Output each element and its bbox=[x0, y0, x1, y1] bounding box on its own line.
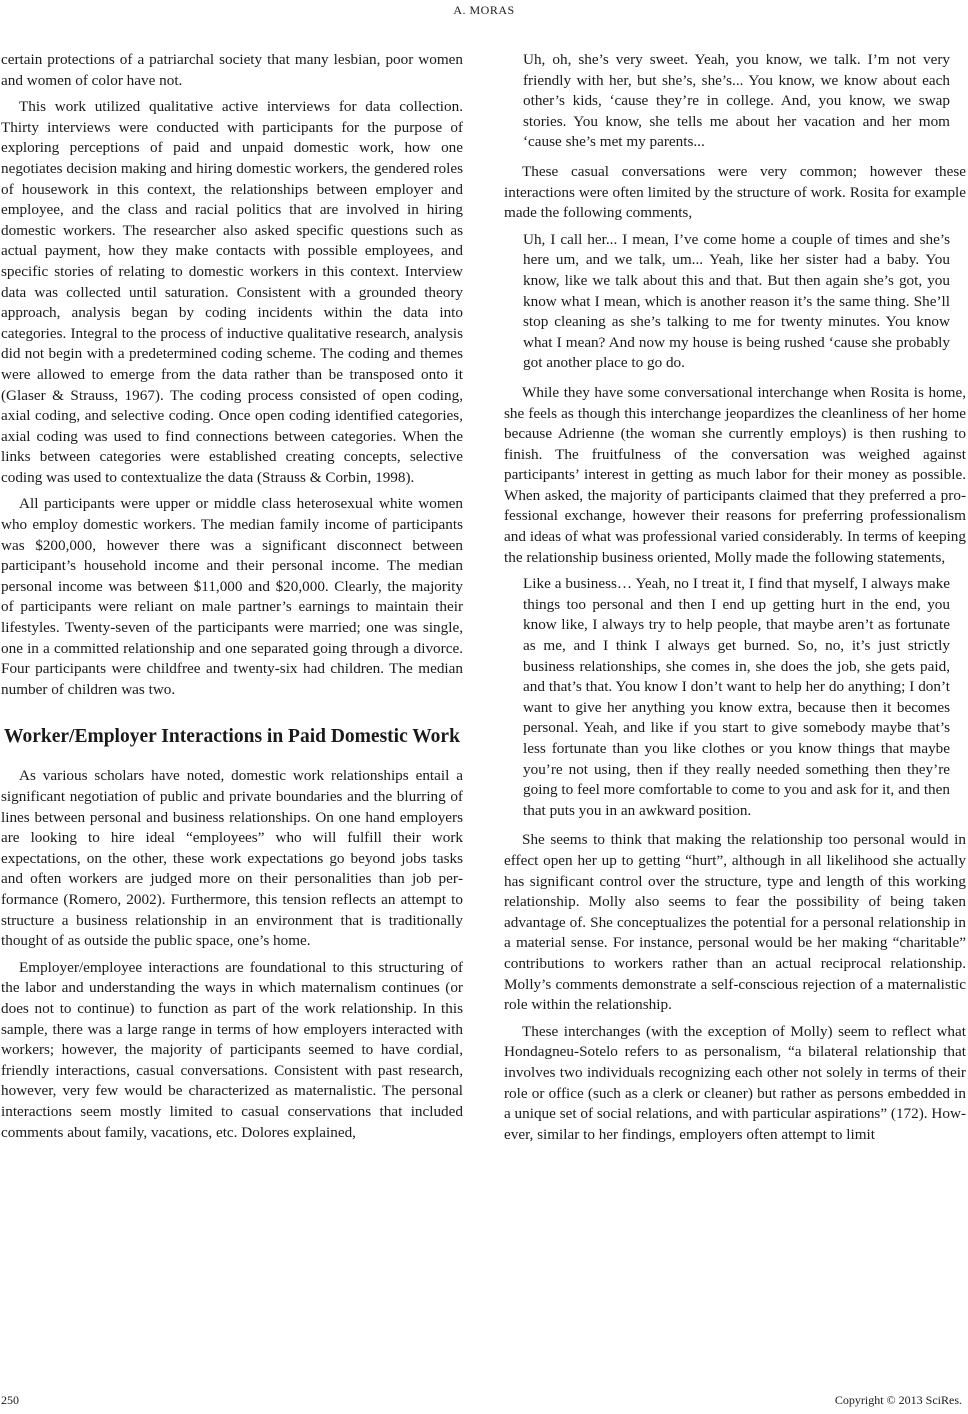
paragraph: These interchanges (with the exception of Molly) seem to reflect what Hondagneu-Sotelo refers to as personalism, “a bilateral relationship that involves two individuals recognizing each other not solely in terms of their role or office (such as a clerk or cleaner) but rather as persons embedded in a unique set of social relations, and with particular aspirations” (172). However, similar to her findings, employers often attempt to limit bbox=[504, 1022, 966, 1143]
paragraph: This work utilized qualitative active interviews for data collection. Thirty interviews were conducted with participants for the purpose of exploring perceptions of paid and unpaid domestic work, how one negotiates decision making and hiring domestic workers, the gendered roles of housework in this context, the relationships between employer and employee, and the class and racial politics that are involved in hiring domestic workers. The researcher also asked specific questions such as actual payment, how they make contacts with possible employees, and specific stories of relating to domestic workers in this context. Interview data was collected until saturation. Consistent with a grounded theory approach, analysis began by coding incidents within the data into categories. Integral to the process of inductive qualitative research, analysis did not begin with a predetermined coding scheme. The coding and themes were allowed to emerge from the data rather than be transposed onto it (Glaser & Strauss, 1967). The coding process consisted of open coding, axial coding, and selective coding. Once open coding identified categories, axial coding was used to find connections between categories. When the links between categories were established creating concepts, selective coding was used to contextualize the data (Strauss & Corbin, 1998). bbox=[1, 98, 463, 486]
quote-text: Like a business… Yeah, no I treat it, I find that myself, I always make things too personal and then I end up getting hurt in the end, you know like, I always try to help people, that maybe aren’t as fortunate as me, and I think I always get burned. So, no, it’s just strictly business relationships, she comes in, she does the job, she gets paid, and that’s that. You know I don’t want to help her do anything; I don’t want to give her anything you know extra, because then it becomes personal. Yeah, and like if you start to give somebody maybe that’s less fortunate than you like clothes or you know things that maybe you’re not using, then if they really needed something then they’re going to feel more comfortable to come to you and ask for it, and then that puts you in an awkward position. bbox=[523, 575, 950, 819]
block-quote bbox=[504, 574, 966, 821]
running-header: A. MORAS bbox=[453, 3, 515, 17]
quote-text: Uh, I call her... I mean, I’ve come home a couple of times and she’s here um, and we talk, um... Yeah, like her sister had a baby. You know, like we talk about this and that. But then again she’s got, you know what I mean, which is another reason it’s the same thing. She’ll stop cleaning as she’s talking to me for twenty minutes. You know what I mean? And now my house is being rushed ‘cause she probably got another place to go do. bbox=[523, 230, 950, 372]
paragraph: All participants were upper or middle class heterosexual white women who employ domestic workers. The median family income of participants was $200,000, however there was a significant disconnect between participant’s household income and their personal income. The median personal income was between $11,000 and $20,000. Clearly, the majority of participants were reliant on male partner’s earnings to maintain their lifestyles. Twenty-seven of the participants were married; one was single, one in a committed relationship and one separated going through a divorce. Four participants were childfree and twenty-six had children. The median number of children was two. bbox=[1, 495, 463, 698]
left-column bbox=[1, 50, 463, 1149]
paragraph: These casual conversations were very common; however these interactions were often limited by the structure of work. Rosita for example made the following comments, bbox=[504, 162, 966, 222]
paragraph: Employer/employee interactions are foundational to this structuring of the labor and understanding the ways in which maternalism continues (or does not to continue) to function as part of the work relationship. In this sample, there was a large range in terms of how employers interacted with workers; however, the majority of participants seemed to have cordial, friendly interactions, casual conversations. Consistent with past research, however, very few would be characterized as maternalistic. The personal interactions seem mostly limited to casual conservations that included comments about family, vacations, etc. Dolores explained, bbox=[1, 958, 463, 1141]
paragraph: While they have some conversational interchange when Rosita is home, she feels as though this interchange jeopardizes the cleanliness of her home because Adrienne (the woman she currently employs) is then rushing to finish. The fruitfulness of the conversation was weighed against participants’ interest in getting as much labor for their money as possible. When asked, the majority of participants claimed that they preferred a professional exchange, however their reasons for preferring professionalism and ideas of what was professional varied considerably. In terms of keeping the relationship business oriented, Molly made the following statements, bbox=[504, 383, 966, 566]
copyright-notice: Copyright © 2013 SciRes. bbox=[834, 1393, 962, 1407]
section-heading: Worker/Employer Interactions in Paid Domestic Work bbox=[4, 726, 460, 748]
quote-text: Uh, oh, she’s very sweet. Yeah, you know, we talk. I’m not very friendly with her, but she’s, she’s... You know, we know about each other’s kids, ‘cause they’re in college. And, you know, we swap stories. You know, she tells me about her vacation and her mom ‘cause she’s met my parents... bbox=[523, 51, 950, 151]
page-number: 250 bbox=[1, 1393, 19, 1407]
paragraph: certain protections of a patriarchal society that many lesbian, poor women and women of color have not. bbox=[1, 51, 463, 89]
right-column bbox=[504, 50, 966, 1151]
paragraph: She seems to think that making the relationship too personal would in effect open her up to getting “hurt”, although in all likelihood she actually has significant control over the structure, type and length of this working relationship. Molly also seems to fear the possibility of being taken advantage of. She conceptualizes the potential for a personal relationship in a material sense. For instance, personal would be her making “charitable” contributions to workers rather than an actual reciprocal relationship. Molly’s comments demonstrate a self-conscious rejection of a maternalistic role within the relationship. bbox=[504, 831, 966, 1014]
paragraph: As various scholars have noted, domestic work relationships entail a significant negotiation of public and private boundaries and the blurring of lines between personal and business relationships. On one hand employers are looking to hire ideal “employees” who will fulfill their work expectations, on the other, these work expectations go beyond jobs tasks and often workers are judged more on their personalities than job performance (Romero, 2002). Furthermore, this tension reflects an attempt to structure a business relationship in an environment that is traditionally thought of as outside the public space, one’s home. bbox=[1, 767, 463, 950]
block-quote bbox=[504, 50, 966, 153]
block-quote bbox=[504, 230, 966, 374]
